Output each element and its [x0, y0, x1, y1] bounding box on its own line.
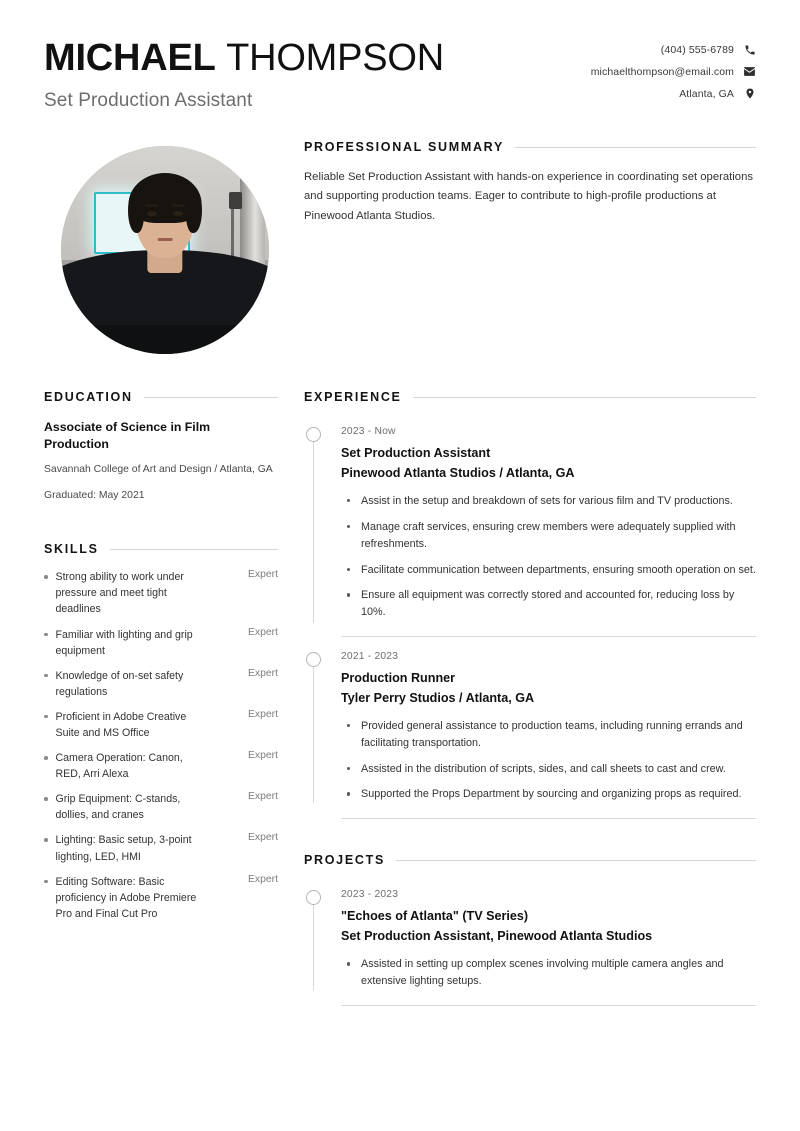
- bullet-icon: [347, 724, 350, 727]
- location-value: Atlanta, GA: [679, 87, 734, 100]
- bullet-icon: [347, 593, 350, 596]
- skill-name-wrap: [44, 668, 204, 700]
- full-name: [44, 38, 444, 79]
- experience-bullet: [341, 786, 756, 803]
- experience-bullet-text: Ensure all equipment was correctly stored and accounted for, reducing loss by 10%.: [361, 589, 735, 619]
- skill-item: [44, 627, 278, 659]
- skill-level: Expert: [247, 750, 278, 762]
- name-block: [44, 36, 444, 112]
- photo-column: [44, 140, 286, 354]
- skill-name-wrap: [44, 750, 204, 782]
- bullet-icon: [44, 575, 48, 579]
- bullet-icon: [347, 962, 350, 965]
- photo-person-arms: [76, 325, 255, 354]
- skill-item: [44, 791, 278, 823]
- project-bullet: [341, 956, 756, 990]
- project-date: 2023 - 2023: [341, 889, 399, 901]
- location-pin-icon: [743, 87, 756, 100]
- skill-label: Strong ability to work under pressure and meet tight deadlines: [55, 571, 184, 616]
- timeline-line: [313, 434, 314, 623]
- project-bullet-text: Assisted in setting up complex scenes involving multiple camera angles and extensive lighting setups.: [361, 958, 724, 988]
- skill-item: [44, 709, 278, 741]
- skill-level: Expert: [247, 832, 278, 844]
- experience-role: Production Runner: [341, 671, 456, 685]
- experience-bullet: [341, 587, 756, 621]
- skill-name-wrap: [44, 709, 204, 741]
- skill-level: Expert: [247, 569, 278, 581]
- skill-name-wrap: [44, 874, 204, 922]
- job-title: Set Production Assistant: [44, 90, 253, 112]
- timeline-marker-icon: [306, 427, 321, 442]
- contact-email[interactable]: [591, 65, 756, 78]
- skill-item: [44, 668, 278, 700]
- phone-icon: [743, 43, 756, 56]
- bullet-icon: [347, 568, 350, 571]
- contact-phone[interactable]: [661, 43, 756, 56]
- photo-light-stand: [231, 200, 234, 262]
- education-heading-label: EDUCATION: [44, 390, 133, 405]
- bullet-icon: [44, 756, 48, 760]
- contact-block: [591, 36, 756, 100]
- bullet-icon: [44, 797, 48, 801]
- experience-bullet-text: Facilitate communication between departments, ensuring smooth operation on set.: [361, 563, 756, 576]
- skill-name-wrap: [44, 569, 204, 617]
- skill-name-wrap: [44, 791, 204, 823]
- experience-bullet: [341, 718, 756, 752]
- timeline-line: [313, 897, 314, 990]
- bullet-icon: [44, 880, 48, 884]
- resume-header: [0, 0, 800, 112]
- experience-organization: Pinewood Atlanta Studios / Atlanta, GA: [341, 466, 575, 481]
- bullet-icon: [347, 767, 350, 770]
- skills-heading-label: SKILLS: [44, 542, 99, 557]
- experience-bullet-text: Supported the Props Department by sourcing and organizing props as required.: [361, 788, 742, 801]
- education-graduation: Graduated: May 2021: [44, 490, 145, 502]
- right-column: [286, 390, 756, 1006]
- bullet-icon: [44, 715, 48, 719]
- skill-level: Expert: [247, 667, 278, 679]
- experience-timeline: [304, 412, 756, 819]
- experience-bullet-text: Provided general assistance to production teams, including running errands and facilitating transportation.: [361, 720, 743, 749]
- body-columns: [0, 354, 800, 1006]
- project-role-organization: Set Production Assistant, Pinewood Atlanta Studios: [341, 929, 653, 944]
- phone-value: (404) 555-6789: [660, 43, 734, 56]
- experience-entry: [304, 637, 756, 803]
- skill-label: Proficient in Adobe Creative Suite and MS Office: [55, 710, 187, 739]
- bullet-icon: [44, 633, 48, 637]
- experience-heading-rule: [413, 397, 756, 398]
- photo-summary-section: [0, 112, 800, 354]
- experience-bullet: [341, 562, 756, 579]
- summary-heading-rule: [515, 147, 756, 148]
- education-degree: Associate of Science in Film Production: [44, 420, 211, 451]
- summary-text: Reliable Set Production Assistant with hands-on experience in coordinating set operations and supporting production teams. Eager to contribute to high-profile productions at Pinewood Atlanta Studios.: [304, 171, 754, 222]
- experience-bullet-text: Assist in the setup and breakdown of sets for various film and TV productions.: [361, 495, 733, 508]
- experience-date: 2023 - Now: [341, 426, 396, 438]
- experience-heading-label: EXPERIENCE: [304, 390, 402, 405]
- skill-level: Expert: [247, 791, 278, 803]
- experience-bullets: [341, 493, 756, 621]
- skill-level: Expert: [247, 626, 278, 638]
- envelope-icon: [743, 65, 756, 78]
- skill-name-wrap: [44, 627, 204, 659]
- skill-label: Camera Operation: Canon, RED, Arri Alexa: [55, 752, 183, 781]
- skills-section-heading: [44, 542, 278, 556]
- skill-label: Grip Equipment: C-stands, dollies, and cranes: [55, 793, 181, 822]
- project-bullets: [341, 956, 756, 990]
- last-name: THOMPSON: [226, 37, 445, 79]
- experience-bullet: [341, 519, 756, 553]
- skill-level: Expert: [247, 873, 278, 885]
- bullet-icon: [347, 792, 350, 795]
- skills-list: [44, 569, 278, 922]
- experience-bullet: [341, 493, 756, 510]
- timeline-divider: [341, 1005, 756, 1006]
- experience-date: 2021 - 2023: [341, 651, 399, 662]
- education-heading-rule: [144, 397, 278, 398]
- email-value: michaelthompson@email.com: [590, 65, 734, 78]
- timeline-line: [313, 659, 314, 803]
- bullet-icon: [44, 674, 48, 678]
- bullet-icon: [44, 838, 48, 842]
- experience-bullet-text: Assisted in the distribution of scripts, sides, and call sheets to cast and crew.: [361, 762, 726, 775]
- timeline-marker-icon: [306, 652, 321, 667]
- skill-name-wrap: [44, 832, 204, 864]
- timeline-divider: [341, 818, 756, 819]
- experience-organization: Tyler Perry Studios / Atlanta, GA: [341, 691, 535, 705]
- experience-bullet: [341, 761, 756, 778]
- photo-person-eye-left: [147, 211, 156, 216]
- projects-section-heading: [304, 853, 756, 867]
- skills-heading-rule: [110, 549, 278, 550]
- education-school: Savannah College of Art and Design / Atlanta, GA: [44, 463, 273, 475]
- bullet-icon: [347, 525, 350, 528]
- photo-person-brow-left: [145, 204, 157, 207]
- projects-heading-rule: [396, 860, 756, 861]
- skill-level: Expert: [247, 708, 278, 720]
- skill-item: [44, 750, 278, 782]
- timeline-marker-icon: [306, 890, 321, 905]
- projects-heading-label: PROJECTS: [304, 853, 385, 868]
- skill-label: Familiar with lighting and grip equipment: [55, 628, 193, 657]
- skill-item: [44, 832, 278, 864]
- bullet-icon: [347, 499, 350, 502]
- project-title: "Echoes of Atlanta" (TV Series): [341, 909, 529, 924]
- left-column: [44, 390, 286, 922]
- photo-person-eye-right: [173, 211, 182, 216]
- education-entry: [44, 419, 278, 504]
- photo-person-brow-right: [172, 204, 184, 207]
- profile-photo: [61, 146, 269, 354]
- contact-location[interactable]: [679, 87, 756, 100]
- experience-bullet-text: Manage craft services, ensuring crew members were adequately supplied with refreshments.: [361, 520, 736, 550]
- summary-section-heading: [304, 140, 756, 154]
- experience-role: Set Production Assistant: [341, 446, 491, 461]
- projects-timeline: [304, 875, 756, 1006]
- education-section-heading: [44, 390, 278, 404]
- skill-label: Knowledge of on-set safety regulations: [55, 669, 184, 698]
- experience-section-heading: [304, 390, 756, 404]
- skill-item: [44, 874, 278, 922]
- first-name: MICHAEL: [44, 37, 216, 79]
- photo-person-hair-left: [128, 188, 145, 234]
- summary-heading-label: PROFESSIONAL SUMMARY: [304, 140, 504, 155]
- summary-column: [286, 140, 756, 226]
- experience-entry: [304, 412, 756, 621]
- photo-light-head: [229, 192, 242, 209]
- project-entry: [304, 875, 756, 990]
- skill-label: Lighting: Basic setup, 3-point lighting, LED, HMI: [55, 834, 192, 863]
- photo-person-mouth: [158, 238, 173, 241]
- experience-bullets: [341, 718, 756, 803]
- skill-item: [44, 569, 278, 617]
- skill-label: Editing Software: Basic proficiency in Adobe Premiere Pro and Final Cut Pro: [55, 875, 197, 920]
